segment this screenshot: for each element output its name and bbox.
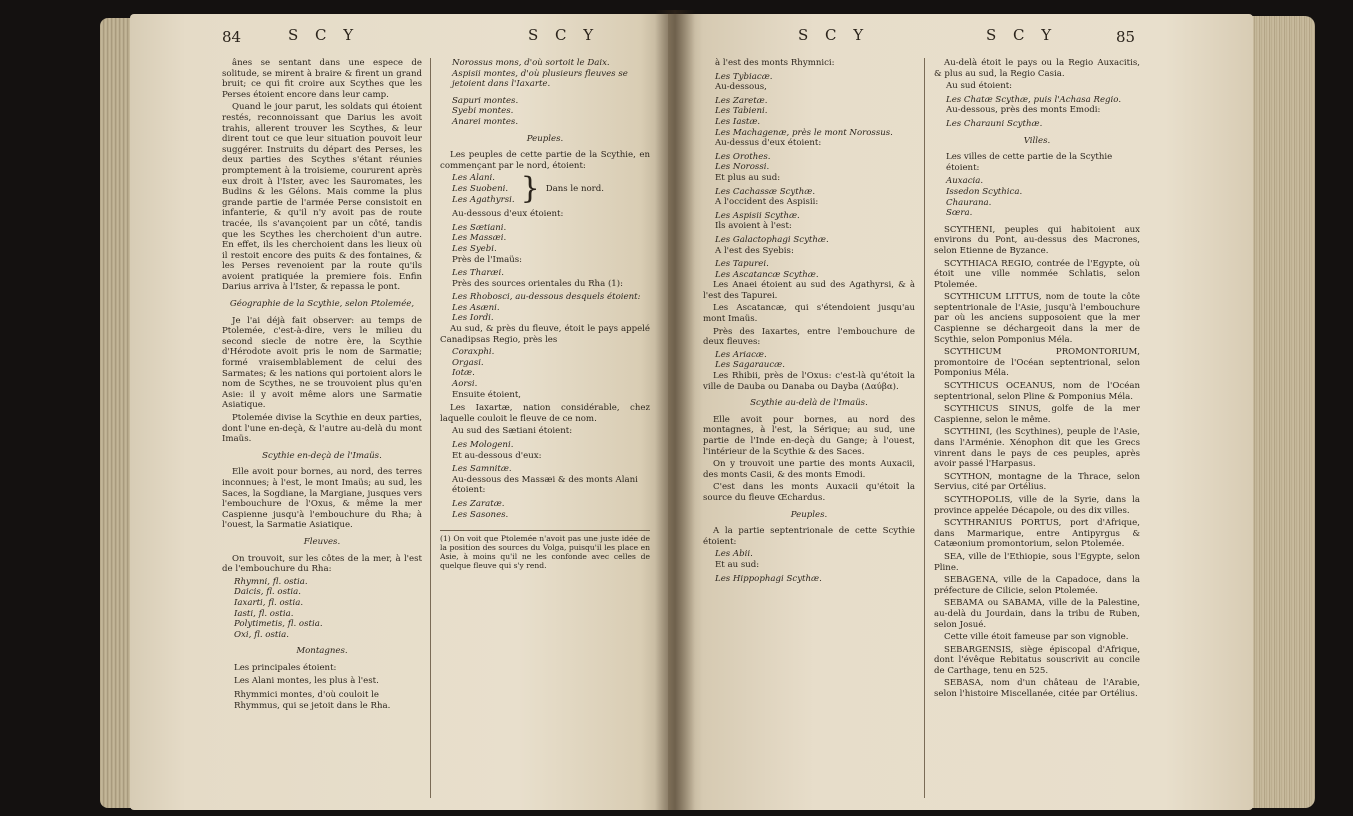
paragraph: SCYTHRANIUS PORTUS, port d'Afrique, dans Marmarique, entre Antipyrgus & Catæonium promontorium, selon Ptolemée. [934, 518, 1140, 550]
paragraph: Les peuples de cette partie de la Scythie, en commençant par le nord, étoient: [440, 150, 650, 171]
list-item: Les Norossi. [715, 162, 770, 173]
list-item: Les Hippophagi Scythæ. [715, 573, 822, 584]
section-heading: Montagnes. [296, 646, 348, 657]
line: Au-dessus d'eux étoient: [715, 138, 822, 149]
list-item: Les Orothes. [715, 151, 771, 162]
paragraph: SEBAGENA, ville de la Capadoce, dans la préfecture de Cilicie, selon Ptolemée. [934, 575, 1140, 596]
paragraph: SCYTHIACA REGIO, contrée de l'Egypte, où étoit une ville nommée Schlatis, selon Ptolemée. [934, 258, 1140, 290]
paragraph: SCYTHOPOLIS, ville de la Syrie, dans la province appelée Décapole, ou des dix villes. [934, 494, 1140, 516]
line: Les principales étoient: [234, 662, 337, 673]
list-item: Polytimetis, fl. ostia. [234, 619, 323, 630]
paragraph: SCYTHICUM LITTUS, nom de toute la côte septentrionale de l'Asie, jusqu'à l'embouchure par où les anciens supposoient que la mer Caspienne se déchargeoit dans la mer de Scythie, selon Pomponius Méla. [934, 292, 1140, 345]
line: Les Alani montes, les plus à l'est. [234, 676, 379, 687]
list-item: Les Iastæ. [715, 116, 761, 127]
list-item: Iasti, fl. ostia. [234, 608, 294, 619]
line: Au sud étoient: [946, 81, 1013, 92]
list-item: Les Abii. [715, 549, 753, 560]
left-page-edges [100, 18, 134, 808]
line: Au-dessous, [715, 82, 767, 93]
list-item: Les Aspisii Scythæ. [715, 210, 800, 221]
list-item: Les Tharæi. [452, 268, 504, 279]
paragraph: Les Rhibii, près de l'Oxus: c'est-là qu'étoit la ville de Dauba ou Danaba ou Dayba (Δαύβα). [703, 371, 915, 392]
left-column-1 [222, 58, 422, 803]
list-item: Les Ascatancæ Scythæ. [715, 269, 819, 280]
paragraph: Les Anaei étoient au sud des Agathyrsi, & à l'est des Tapurei. [703, 280, 915, 301]
running-head-right-2: S C Y [986, 26, 1058, 44]
paragraph: On y trouvoit une partie des monts Auxacii, des monts Casii, & des monts Emodi. [703, 459, 915, 480]
paragraph: SEBARGENSIS, siège épiscopal d'Afrique, dont l'évêque Rebitatus souscrivit au concile de Carthage, tenu en 525. [934, 644, 1140, 676]
list-item: Les Galactophagi Scythæ. [715, 234, 829, 245]
paragraph: SEBASA, nom d'un château de l'Arabie, selon l'histoire Miscellanée, citée par Ortélius. [934, 678, 1140, 700]
list-item: Les Massæi. [452, 233, 507, 244]
column-rule [924, 58, 925, 798]
list-item: Les Tapurei. [715, 259, 769, 270]
list-item: Chaurana. [946, 197, 992, 208]
line: Et plus au sud: [715, 172, 781, 183]
right-page [668, 14, 1253, 810]
line: Près des sources orientales du Rha (1): [452, 278, 624, 289]
line: A l'occident des Aspisii: [715, 197, 819, 208]
paragraph: A la partie septentrionale de cette Scythie étoient: [703, 526, 915, 547]
list-item: Les Cachassæ Scythæ. [715, 186, 816, 197]
line: Ensuite étoient, [452, 389, 522, 400]
list-item: Les Tabieni. [715, 106, 768, 117]
paragraph: Au sud, & près du fleuve, étoit le pays appelé Canadipsas Regio, près les [440, 324, 650, 345]
paragraph: Au-delà étoit le pays ou la Regio Auxacitis, & plus au sud, la Regio Casia. [934, 58, 1140, 79]
list-item: Iotæ. [452, 368, 475, 379]
section-heading: Scythie en-deçà de l'Imaüs. [262, 450, 382, 461]
list-item: Iaxarti, fl. ostia. [234, 597, 304, 608]
paragraph: SCYTHICUM PROMONTORIUM, promontoire de l'Océan septentrional, selon Pomponius Méla. [934, 347, 1140, 379]
list-item: Aorsi. [452, 379, 478, 390]
list-item: Oxi, fl. ostia. [234, 629, 289, 640]
paragraph: Les Iaxartæ, nation considérable, chez laquelle couloit le fleuve de ce nom. [440, 403, 650, 424]
brace-group [452, 173, 650, 205]
running-head-left-1: S C Y [288, 26, 360, 44]
list-item: Les Rhobosci, au-dessous desquels étoient: [452, 292, 641, 303]
line: Près de l'Imaüs: [452, 254, 523, 265]
paragraph: Les Ascatancæ, qui s'étendoient jusqu'au mont Imaüs. [703, 303, 915, 325]
list-item: Norossus mons, d'où sortoit le Daix. [452, 58, 610, 68]
list-item: Coraxphi. [452, 347, 495, 358]
paragraph: Ptolemée divise la Scythie en deux parties, dont l'une en-deçà, & l'autre au-delà du mont Imaüs. [222, 413, 422, 445]
running-head-right-1: S C Y [798, 26, 870, 44]
column-rule [430, 58, 431, 798]
list-item: Syebi montes. [452, 106, 514, 117]
list-item: Sœra. [946, 208, 973, 219]
right-column-2 [934, 58, 1140, 803]
paragraph: SCYTHINI, (les Scythines), peuple de l'Asie, dans l'Arménie. Xénophon dit que les Grecs vinrent dans le pays de ces peuples, après avoir passé l'Harpasus. [934, 427, 1140, 470]
left-page [130, 14, 685, 810]
line: A l'est des Syebis: [715, 245, 794, 256]
list-item: Les Tybiacæ. [715, 71, 773, 82]
line: Et au sud: [715, 559, 760, 570]
paragraph: SCYTHENI, peuples qui habitoient aux environs du Pont, au-dessus des Macrones, selon Etienne de Byzance. [934, 224, 1140, 256]
list-item: Issedon Scythica. [946, 186, 1023, 197]
section-heading: Fleuves. [303, 536, 341, 547]
paragraph: SCYTHON, montagne de la Thrace, selon Servius, cité par Ortélius. [934, 471, 1140, 493]
line: Et au-dessous d'eux: [452, 450, 542, 461]
list-item: Sapuri montes. [452, 95, 519, 106]
list-item: Aspisii montes, d'où plusieurs fleuves se jetoient dans l'Iaxarte. [452, 68, 628, 90]
left-column-2 [440, 58, 650, 803]
paragraph: Quand le jour parut, les soldats qui étoient restés, reconnoissant que Darius les avoit trahis, allerent trouver les Scythes, & leur dirent tout ce que leur situation pouvoit leur suggérer. Instruits du départ des Perses, les deux parties des Scythes s'étant réunies promptement à la troisieme, coururent après eux droit à l'Ister, avec les Sauromates, les Budins & les Gélons. Mais comme la plus grande partie de l'armée Perse consistoit en infanterie, & qu'il n'y avoit pas de route tracée, ils s'avançoient par un côté, tandis que les Scythes les cherchoient d'un autre. En effet, ils les cherchoient dans les lieux où il restoit encore des puits & des fontaines, & les Perses revenoient par la route qu'ils avoient pratiquée la premiere fois. Enfin Darius arriva à l'Ister, & repassa le pont. [222, 102, 422, 293]
paragraph: C'est dans les monts Auxacii qu'étoit la source du fleuve Œchardus. [703, 482, 915, 503]
paragraph: SCYTHICUS OCEANUS, nom de l'Océan septentrional, selon Pline & Pomponius Méla. [934, 381, 1140, 402]
section-heading: Villes. [1023, 135, 1051, 146]
list-item: Daicis, fl. ostia. [234, 587, 302, 598]
list-item: Les Charauni Scythæ. [946, 118, 1043, 129]
brace-symbol: } [520, 171, 540, 207]
paragraph: Elle avoit pour bornes, au nord des montagnes, à l'est, la Sérique; au sud, une partie de l'Inde en-deçà du Gange; à l'ouest, l'intérieur de la Scythie & des Saces. [703, 414, 915, 457]
section-heading: Géographie de la Scythie, selon Ptolemée, [229, 299, 415, 310]
paragraph: Près des Iaxartes, entre l'embouchure de deux fleuves: [703, 326, 915, 348]
list-item: Rhymni, fl. ostia. [234, 576, 308, 587]
page-number-right: 85 [1116, 28, 1136, 46]
list-item: Anarei montes. [452, 116, 519, 127]
line: Ils avoient à l'est: [715, 221, 792, 232]
list-item: Les Mologeni. [452, 440, 514, 450]
list-item: Les Samnitæ. [452, 464, 512, 475]
line: Au-dessous, près des monts Emodi: [946, 105, 1101, 116]
paragraph: SEA, ville de l'Ethiopie, sous l'Egypte, selon Pline. [934, 551, 1140, 573]
list-item: Auxacia. [946, 176, 984, 187]
list-item: Orgasi. [452, 357, 484, 368]
line: Au sud des Sætiani étoient: [452, 426, 573, 437]
paragraph: ânes se sentant dans une espece de solitude, se mirent à braire & firent un grand bruit; ce qui fit croire aux Scythes que les Perses étoient encore dans leur camp. [222, 58, 422, 100]
paragraph: Cette ville étoit fameuse par son vignoble. [944, 632, 1129, 643]
section-heading: Scythie au-delà de l'Imaüs. [750, 398, 868, 409]
paragraph: On trouvoit, sur les côtes de la mer, à l'est de l'embouchure du Rha: [222, 553, 422, 575]
line: Les villes de cette partie de la Scythie étoient: [946, 152, 1113, 173]
footnote: (1) On voit que Ptolemée n'avoit pas une juste idée de la position des sources du Volga, puisqu'il les place en Asie, à moins qu'il ne les confonde avec celles de quelque fleuve qui s'y rend. [440, 530, 650, 570]
section-heading: Peuples. [790, 509, 828, 520]
list-item: Les Suobeni. [452, 183, 509, 194]
line: Rhymmici montes, d'où couloit le Rhymmus, qui se jetoit dans le Rha. [234, 690, 391, 711]
list-item: Les Asæni. [452, 302, 500, 313]
paragraph: Je l'ai déjà fait observer: au temps de Ptolemée, c'est-à-dire, vers le milieu du second siecle de notre ère, la Scythie d'Hérodote avoit pris le nom de Sarmatie; formé vraisemblablement de celui des Sarmates; & les nations qui portoient alors le nom de Scythes, ne se trouvoient plus qu'en Asie: il y avoit même alors une Sarmatie Asiatique. [222, 315, 422, 411]
list-item: Les Iordi. [452, 313, 494, 324]
list-item: Les Syebi. [452, 243, 497, 254]
list-item: Les Sætiani. [452, 222, 507, 233]
paragraph: SCYTHICUS SINUS, golfe de la mer Caspienne, selon le même. [934, 404, 1140, 425]
list-item: Les Agathyrsi. [452, 194, 515, 205]
list-item: Les Alani. [452, 173, 496, 184]
list-item: Les Chatæ Scythæ, puis l'Achasa Regio. [946, 94, 1122, 105]
list-item: Les Zaratæ. [452, 498, 505, 509]
paragraph: Elle avoit pour bornes, au nord, des terres inconnues; à l'est, le mont Imaüs; au sud, les Saces, la Sogdiane, la Margiane, jusques vers l'embouchure de l'Oxus, & même la mer Caspienne jusqu'à l'embouchure du Rha; à l'ouest, la Sarmatie Asiatique. [222, 467, 422, 531]
page-number-left: 84 [222, 28, 242, 46]
list-item: Les Sasones. [452, 509, 509, 520]
line: à l'est des monts Rhymnici: [715, 58, 835, 68]
list-item: Les Ariacæ. [715, 349, 767, 360]
running-head-left-2: S C Y [528, 26, 600, 44]
list-item: Les Machagenæ, près le mont Norossus. [715, 127, 893, 138]
section-heading: Peuples. [526, 133, 564, 144]
paragraph: SEBAMA ou SABAMA, ville de la Palestine, au-delà du Jourdain, dans la tribu de Ruben, selon Josué. [934, 598, 1140, 630]
brace-label: Dans le nord. [545, 183, 605, 194]
right-column-1 [703, 58, 915, 803]
line: Au-dessous d'eux étoient: [452, 209, 564, 220]
list-item: Les Zaretæ. [715, 95, 768, 106]
list-item: Les Sagaraucæ. [715, 360, 785, 371]
line: Au-dessous des Massæi & des monts Alani étoient: [452, 474, 638, 496]
